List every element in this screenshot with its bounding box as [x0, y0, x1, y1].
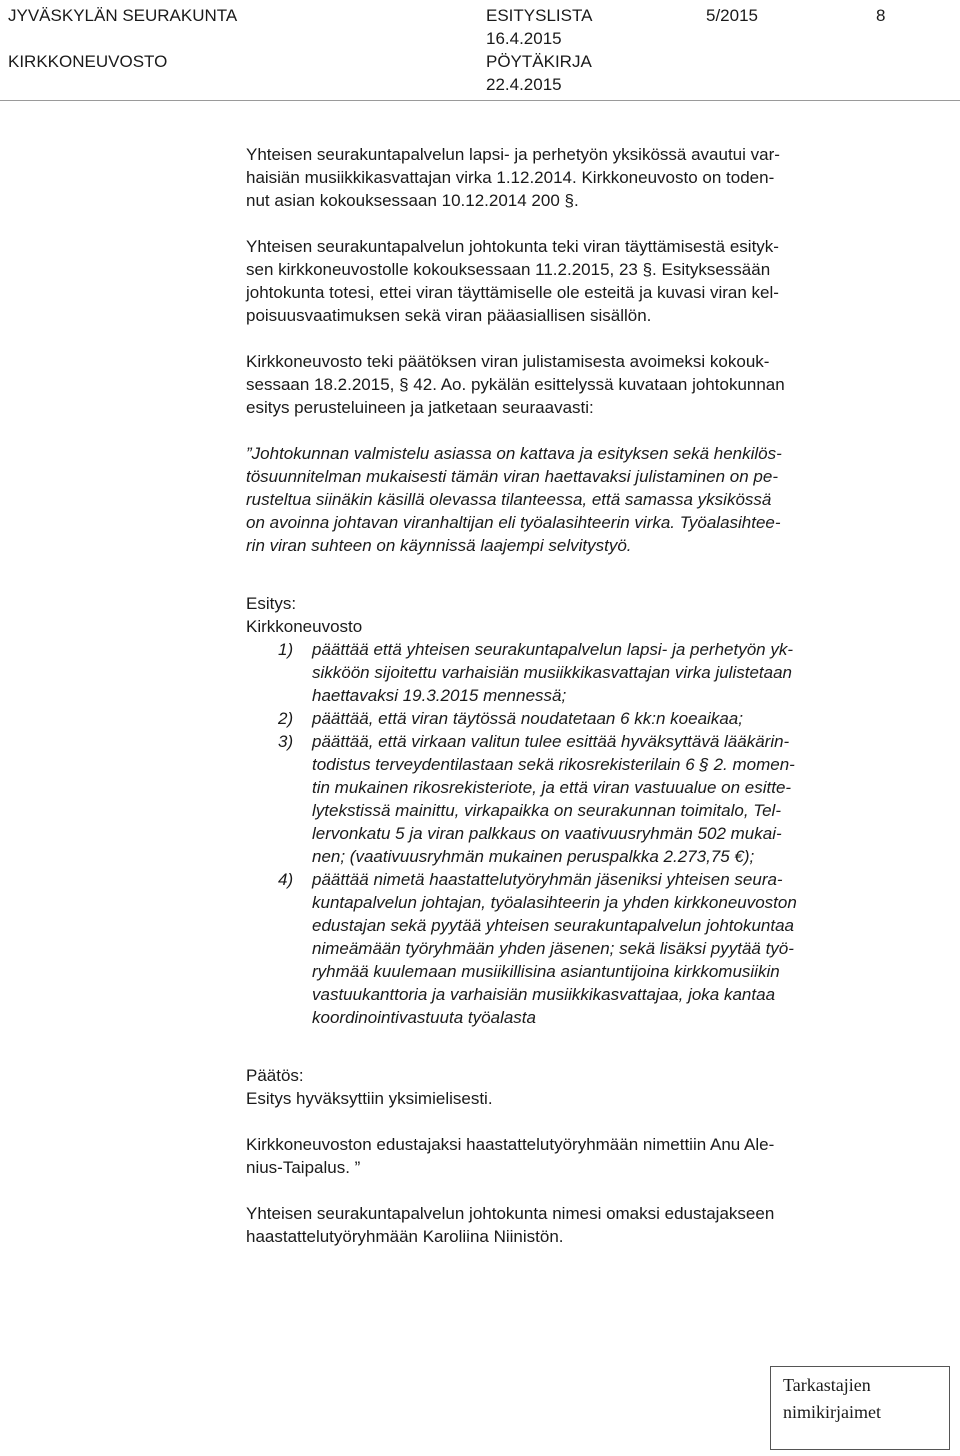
text-line: nut asian kokouksessaan 10.12.2014 200 §.: [246, 191, 579, 210]
list-item: [246, 707, 886, 730]
list-item-number: 1): [278, 640, 294, 659]
text-line: nius-Taipalus. ”: [246, 1158, 361, 1177]
text-line: haisiän musiikkikasvattajan virka 1.12.2014. Kirkkoneuvosto on toden-: [246, 168, 775, 187]
text-line: Kirkkoneuvoston edustajaksi haastattelutyöryhmään nimettiin Anu Ale-: [246, 1135, 775, 1154]
header-divider: [0, 100, 960, 101]
proposal-subject: Kirkkoneuvosto: [246, 617, 363, 636]
text-line: ”Johtokunnan valmistelu asiassa on kattava ja esityksen sekä henkilös-: [246, 444, 782, 463]
header-doc-type-minutes: PÖYTÄKIRJA: [486, 52, 592, 71]
text-line: johtokunta totesi, ettei viran täyttämiselle ole esteitä ja kuvasi viran kel-: [246, 283, 779, 302]
text-line: sessaan 18.2.2015, § 42. Ao. pykälän esittelyssä kuvataan johtokunnan: [246, 375, 785, 394]
text-line: tin mukainen rikosrekisteriote, ja että viran vastuualue on esitte-: [312, 778, 792, 797]
header-doc-type-agenda: ESITYSLISTA: [486, 6, 593, 25]
text-line: nen; (vaativuusryhmän mukainen peruspalkka 2.273,75 €);: [312, 847, 755, 866]
text-line: Yhteisen seurakuntapalvelun lapsi- ja perhetyön yksikössä avautui var-: [246, 145, 780, 164]
list-item: [246, 868, 886, 1029]
header-page-number: 8: [876, 6, 886, 25]
decision-label: Päätös:: [246, 1066, 304, 1085]
paragraph-background: [246, 143, 886, 212]
text-line: poisuusvaatimuksen sekä viran pääasiallisen sisällön.: [246, 306, 652, 325]
text-line: lervonkatu 5 ja viran palkkaus on vaativuusryhmän 502 mukai-: [312, 824, 782, 843]
text-line: päättää, että virkaan valitun tulee esittää hyväksyttävä lääkärin-: [312, 732, 790, 751]
header-body: KIRKKONEUVOSTO: [8, 52, 168, 71]
decision-text: Esitys hyväksyttiin yksimielisesti.: [246, 1089, 493, 1108]
text-line: nimeämään työryhmään yhden jäsenen; sekä lisäksi pyytää työ-: [312, 939, 794, 958]
text-line: koordinointivastuuta työalasta: [312, 1008, 536, 1027]
reviewers-initials-label-line1: Tarkastajien: [783, 1375, 871, 1395]
text-line: on avoinna johtavan viranhaltijan eli työalasihteerin virka. Työalasihtee-: [246, 513, 781, 532]
proposal-label: Esitys:: [246, 594, 297, 613]
header-agenda-date: 16.4.2015: [486, 29, 562, 48]
document-body: [246, 143, 886, 1248]
text-line: kuntapalvelun johtajan, työalasihteerin ja yhden kirkkoneuvoston: [312, 893, 797, 912]
text-line: ryhmää kuulemaan musiikillisina asiantuntijoina kirkkomusiikin: [312, 962, 780, 981]
text-line: Kirkkoneuvosto teki päätöksen viran julistamisesta avoimeksi kokouk-: [246, 352, 770, 371]
reviewers-initials-box: [770, 1366, 950, 1450]
text-line: sen kirkkoneuvostolle kokouksessaan 11.2.2015, 23 §. Esityksessään: [246, 260, 771, 279]
text-line: rin viran suhteen on käynnissä laajempi selvitystyö.: [246, 536, 632, 555]
header-minutes-date: 22.4.2015: [486, 75, 562, 94]
paragraph-council-decision: [246, 350, 886, 419]
text-line: haastattelutyöryhmään Karoliina Niinistön.: [246, 1227, 564, 1246]
header-organization: JYVÄSKYLÄN SEURAKUNTA: [8, 6, 238, 25]
text-line: Yhteisen seurakuntapalvelun johtokunta nimesi omaksi edustajakseen: [246, 1204, 775, 1223]
quoted-paragraph: [246, 442, 886, 557]
text-line: lytekstissä mainittu, virkapaikka on seurakunnan toimitalo, Tel-: [312, 801, 781, 820]
paragraph-board-representative: [246, 1202, 886, 1248]
text-line: vastuukanttoria ja varhaisiän musiikkikasvattajaa, joka kantaa: [312, 985, 776, 1004]
list-item-number: 4): [278, 870, 294, 889]
list-item: [246, 638, 886, 707]
list-item-number: 3): [278, 732, 294, 751]
text-line: rusteltua siinäkin käsillä olevassa tilanteessa, että samassa yksikössä: [246, 490, 772, 509]
text-line: todistus terveydentilastaan sekä rikosrekisterilain 6 § 2. momen-: [312, 755, 795, 774]
text-line: päättää nimetä haastattelutyöryhmän jäseniksi yhteisen seura-: [312, 870, 783, 889]
text-line: tösuunnitelman mukaisesti tämän viran haettavaksi julistaminen on pe-: [246, 467, 778, 486]
proposal-list: [246, 638, 886, 1029]
text-line: haettavaksi 19.3.2015 mennessä;: [312, 686, 567, 705]
list-item-number: 2): [278, 709, 294, 728]
text-line: päättää, että viran täytössä noudatetaan 6 kk:n koeaikaa;: [312, 709, 743, 728]
text-line: sikköön sijoitettu varhaisiän musiikkikasvattajan virka julistetaan: [312, 663, 792, 682]
paragraph-board-proposal: [246, 235, 886, 327]
list-item: [246, 730, 886, 868]
reviewers-initials-label-line2: nimikirjaimet: [783, 1402, 881, 1422]
text-line: esitys perusteluineen ja jatketaan seuraavasti:: [246, 398, 594, 417]
text-line: Yhteisen seurakuntapalvelun johtokunta teki viran täyttämisestä esityk-: [246, 237, 779, 256]
header-meeting-number: 5/2015: [706, 6, 758, 25]
text-line: päättää että yhteisen seurakuntapalvelun lapsi- ja perhetyön yk-: [312, 640, 794, 659]
text-line: edustajan sekä pyytää yhteisen seurakuntapalvelun johtokuntaa: [312, 916, 795, 935]
paragraph-council-representative: [246, 1133, 886, 1179]
